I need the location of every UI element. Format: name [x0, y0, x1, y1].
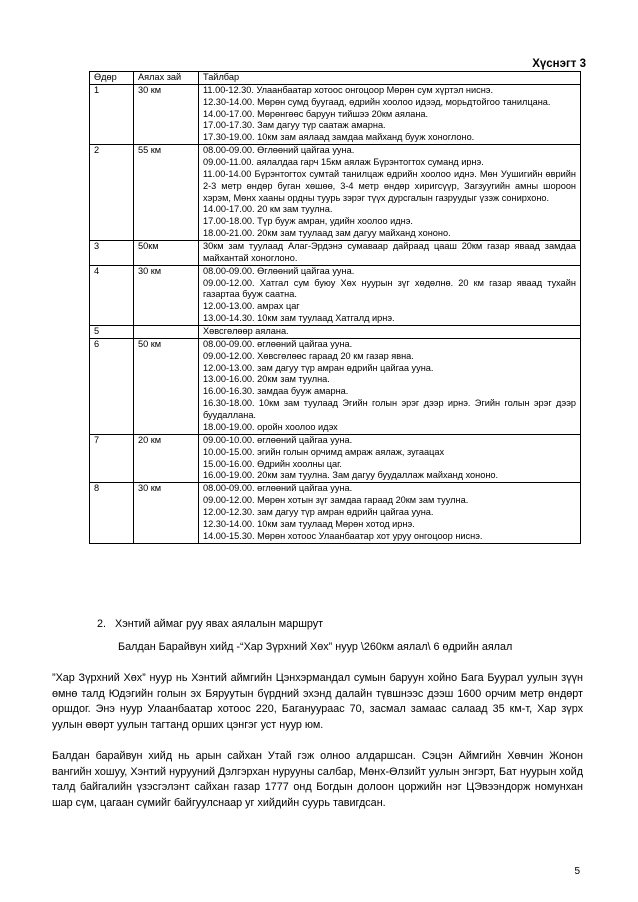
schedule-line: 09.00-10.00. өглөөний цайгаа ууна.	[203, 434, 353, 445]
description-cell	[199, 338, 581, 434]
day-cell: 4	[90, 265, 134, 325]
schedule-line: 17.00-17.30. Зам дагуу түр саатаж амарна.	[203, 120, 386, 131]
schedule-line: 16.00-19.00. 20км зам туулна. Зам дагуу буудаллаж майханд хононо.	[203, 470, 499, 481]
schedule-line: 13.00-16.00. 20км зам туулна.	[203, 374, 330, 385]
page-number: 5	[574, 866, 580, 877]
column-header-description: Тайлбар	[199, 72, 581, 85]
schedule-line: 08.00-09.00. өглөөний цайгаа ууна.	[203, 483, 353, 494]
day-cell: 8	[90, 483, 134, 543]
description-cell	[199, 326, 581, 339]
table-row	[90, 483, 581, 543]
table-row	[90, 338, 581, 434]
table-header-row	[90, 72, 581, 85]
schedule-line: 14.00-15.30. Мөрөн хотоос Улаанбаатар хот уруу онгоцоор ниснэ.	[203, 530, 483, 541]
day-cell: 7	[90, 434, 134, 482]
day-cell: 2	[90, 145, 134, 241]
column-header-day: Өдөр	[90, 72, 134, 85]
distance-cell: 30 км	[134, 84, 199, 144]
schedule-line: 09.00-11.00. аялалдаа гарч 15км аялаж Бүрэнтогтох суманд ирнэ.	[203, 157, 484, 168]
paragraph: Балдан барайвун хийд нь арын сайхан Утай гэж олноо алдаршсан. Сэцэн Аймгийн Хөвчин Жонон вангийн хошуу, Хэнтий нурууний Дэлгэрхан нурууны салбар, Мөнх-Өлзийт уулын энгэрт, Бат нуурын хойд талд байгалийн үзэсгэлэнт сайхан газар 1777 онд Богдын долоон цоржийн нэг ЦЭвээндорж номунхан шар сүм, цагаан сүмийг байгуулснаар уг хийдийн суурь тавигдсан.	[52, 750, 583, 809]
table-row	[90, 241, 581, 266]
schedule-line: 15.00-16.00. Өдрийн хоолны цаг.	[203, 458, 342, 469]
schedule-line: 11.00-14.00 Бүрэнтогтох сумтай танилцаж өдрийн хоолоо иднэ. Мөн Уушигийн өврийн 2-3 метр өндөр буган хөшөө, 3-4 метр өндөр хиригсүүр, Загзуугийн амны шороон хэрэм, Мөнх хааны ордны туурь зэрэг түүх дурсгалын газруудыг үзэж сонирхоно.	[203, 168, 576, 203]
schedule-line: 10.00-15.00. эгийн голын орчимд амраж аялаж, зугаацах	[203, 446, 445, 457]
appendix-label: Хүснэгт 3	[532, 58, 586, 70]
schedule-line: 12.30-14.00. Мөрөн сумд буугаад, өдрийн хоолоо идээд, морьдтойгоо танилцана.	[203, 96, 551, 107]
schedule-line: 12.00-13.00. зам дагуу түр амран өдрийн цайгаа ууна.	[203, 362, 434, 373]
distance-cell: 50 км	[134, 338, 199, 434]
description-cell	[199, 84, 581, 144]
schedule-line: 14.00-17.00. 20 км зам туулна.	[203, 204, 333, 215]
schedule-line: 16.00-16.30. замдаа бууж амарна.	[203, 386, 349, 397]
schedule-line: 17.30-19.00. 10км зам аялаад замдаа майханд бууж хоноглоно.	[203, 132, 475, 143]
schedule-line: 30км зам туулаад Алаг-Эрдэнэ сумаваар дайраад цааш 20км газар яваад замдаа майхантай хоноглоно.	[203, 241, 576, 263]
schedule-line: 08.00-09.00. Өглөөний цайгаа ууна.	[203, 265, 355, 276]
distance-cell: 30 км	[134, 265, 199, 325]
schedule-line: 12.30-14.00. 10км зам туулаад Мөрөн хотод ирнэ.	[203, 518, 415, 529]
table-row	[90, 326, 581, 339]
schedule-line: 09.00-12.00. Хөвсгөлөөс гараад 20 км газар явна.	[203, 350, 414, 361]
day-cell: 1	[90, 84, 134, 144]
section-title: Хэнтий аймаг руу явах аялалын маршрут	[115, 618, 324, 630]
route-subtitle: Балдан Барайвун хийд -“Хар Зүрхний Хөх” нуур \260км аялал\ 6 өдрийн аялал	[118, 641, 513, 653]
table-row	[90, 145, 581, 241]
table-row	[90, 84, 581, 144]
table-row	[90, 265, 581, 325]
description-cell	[199, 265, 581, 325]
distance-cell: 50км	[134, 241, 199, 266]
description-cell	[199, 483, 581, 543]
table-row	[90, 434, 581, 482]
distance-cell: 20 км	[134, 434, 199, 482]
schedule-line: Хөвсгөлөөр аялана.	[203, 326, 289, 337]
schedule-line: 12.00-12.30. зам дагуу түр амран өдрийн цайгаа ууна.	[203, 506, 434, 517]
description-cell	[199, 241, 581, 266]
column-header-distance: Аялах зай	[134, 72, 199, 85]
section-heading	[97, 618, 323, 630]
schedule-line: 09.00-12.00. Мөрөн хотын зүг замдаа гараад 20км зам туулна.	[203, 495, 469, 506]
distance-cell	[134, 326, 199, 339]
schedule-line: 08.00-09.00. Өглөөний цайгаа ууна.	[203, 145, 355, 156]
schedule-line: 09.00-12.00. Хатгал сум буюу Хөх нуурын зүг хөдөлнө. 20 км газар яваад тухайн газартаа бууж саатна.	[203, 277, 576, 300]
schedule-line: 16.30-18.00. 10км зам туулаад Эгийн голын эрэг дээр ирнэ. Эгийн голын эрэг дээр буудаллана.	[203, 398, 576, 421]
day-cell: 3	[90, 241, 134, 266]
day-cell: 5	[90, 326, 134, 339]
schedule-line: 12.00-13.00. амрах цаг	[203, 301, 300, 312]
description-cell	[199, 145, 581, 241]
schedule-line: 13.00-14.30. 10км зам туулаад Хатгалд ирнэ.	[203, 313, 395, 324]
schedule-line: 11.00-12.30. Улаанбаатар хотоос онгоцоор Мөрөн сум хүртэл ниснэ.	[203, 84, 494, 95]
schedule-line: 18.00-21.00. 20км зам туулаад зам дагуу майханд хононо.	[203, 228, 451, 239]
section-number: 2.	[97, 618, 107, 630]
itinerary-table	[89, 71, 581, 544]
paragraph: ”Хар Зүрхний Хөх” нуур нь Хэнтий аймгийн Цэнхэрмандал сумын баруун хойно Бага Буурал уулын зүүн өмнө талд Юдэгийн голын эх Бяруутын бүрдний эхэнд далайн түвшнээс дээш 1600 орчим метр өндөрт оршдог. Энэ нуур Улаанбаатар хотоос 220, Багануураас 70, засмал замаас салаад 35 км-т, Хар зүрх уулын өвөрт уулын тагтанд орших цэнгэг уст нуур юм.	[52, 672, 583, 731]
schedule-line: 17.00-18.00. Түр бууж амран, удийн хоолоо иднэ.	[203, 216, 413, 227]
schedule-line: 14.00-17.00. Мөрөнгөөс баруун тийшээ 20км аялана.	[203, 108, 429, 119]
distance-cell: 30 км	[134, 483, 199, 543]
description-cell	[199, 434, 581, 482]
schedule-line: 08.00-09.00. өглөөний цайгаа ууна.	[203, 338, 353, 349]
day-cell: 6	[90, 338, 134, 434]
distance-cell: 55 км	[134, 145, 199, 241]
schedule-line: 18.00-19.00. оройн хоолоо идэх	[203, 421, 338, 432]
